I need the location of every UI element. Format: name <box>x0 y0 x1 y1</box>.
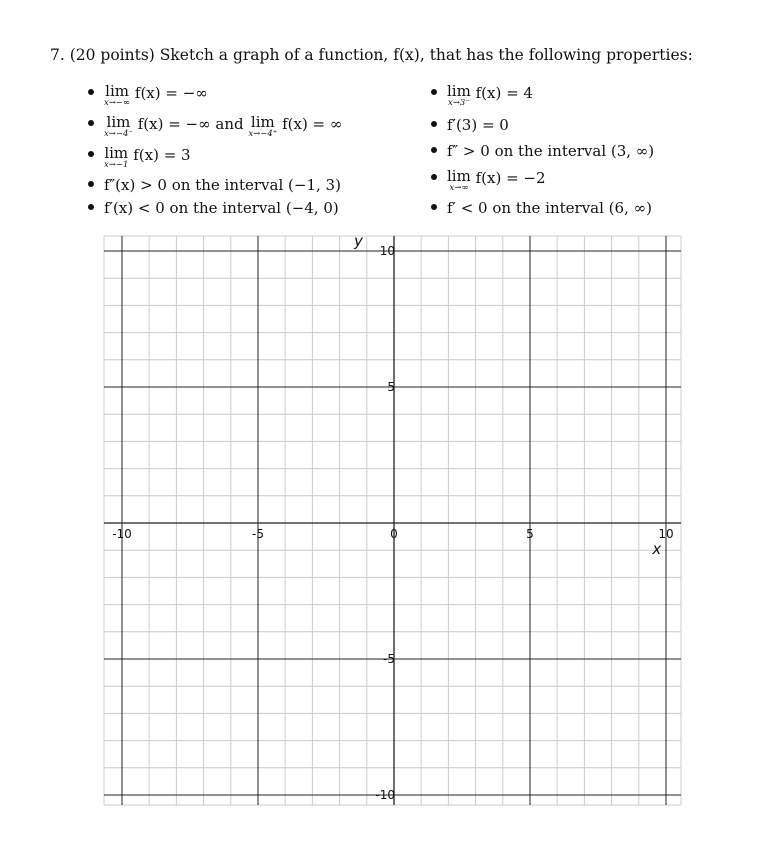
x-tick-label: -5 <box>252 527 264 541</box>
problem-prompt: Sketch a graph of a function, f(x), that has the following properties: <box>159 46 693 64</box>
limit-operator: lim x→−4⁻ <box>104 113 133 139</box>
property-text: f(x) = 4 <box>475 84 533 102</box>
problem-number: 7. <box>50 46 65 64</box>
y-tick-label: 10 <box>379 244 395 258</box>
x-tick-label: 10 <box>658 527 674 541</box>
property-text: f(x) = −∞ and <box>137 115 244 133</box>
limit-operator: lim x→3⁻ <box>447 82 471 108</box>
property-text: f(x) = 3 <box>133 146 191 164</box>
property-text: f(x) = −∞ <box>134 84 208 102</box>
limit-operator: lim x→−1 <box>104 144 129 170</box>
y-tick-label: -5 <box>383 652 395 666</box>
property-text: f′ < 0 on the interval (6, ∞) <box>447 199 652 217</box>
x-tick-label: -10 <box>112 527 132 541</box>
property-text: f″(x) > 0 on the interval (−1, 3) <box>104 176 341 194</box>
x-tick-label: 0 <box>390 527 398 541</box>
property-text: f′(3) = 0 <box>447 116 509 134</box>
limit-operator: lim x→−∞ <box>104 82 131 108</box>
x-tick-label: 5 <box>526 527 534 541</box>
limit-operator: lim x→−4⁺ <box>248 113 278 139</box>
y-tick-label: -10 <box>375 788 395 802</box>
y-axis-label: y <box>354 232 363 250</box>
property-text: f(x) = ∞ <box>282 115 343 133</box>
property-text: f″ > 0 on the interval (3, ∞) <box>447 142 655 160</box>
property-text: f′(x) < 0 on the interval (−4, 0) <box>104 199 339 217</box>
x-axis-label: x <box>652 540 662 558</box>
problem-points: (20 points) <box>69 46 155 64</box>
limit-operator: lim x→∞ <box>447 167 471 193</box>
y-tick-label: 5 <box>387 380 395 394</box>
property-text: f(x) = −2 <box>475 169 546 187</box>
